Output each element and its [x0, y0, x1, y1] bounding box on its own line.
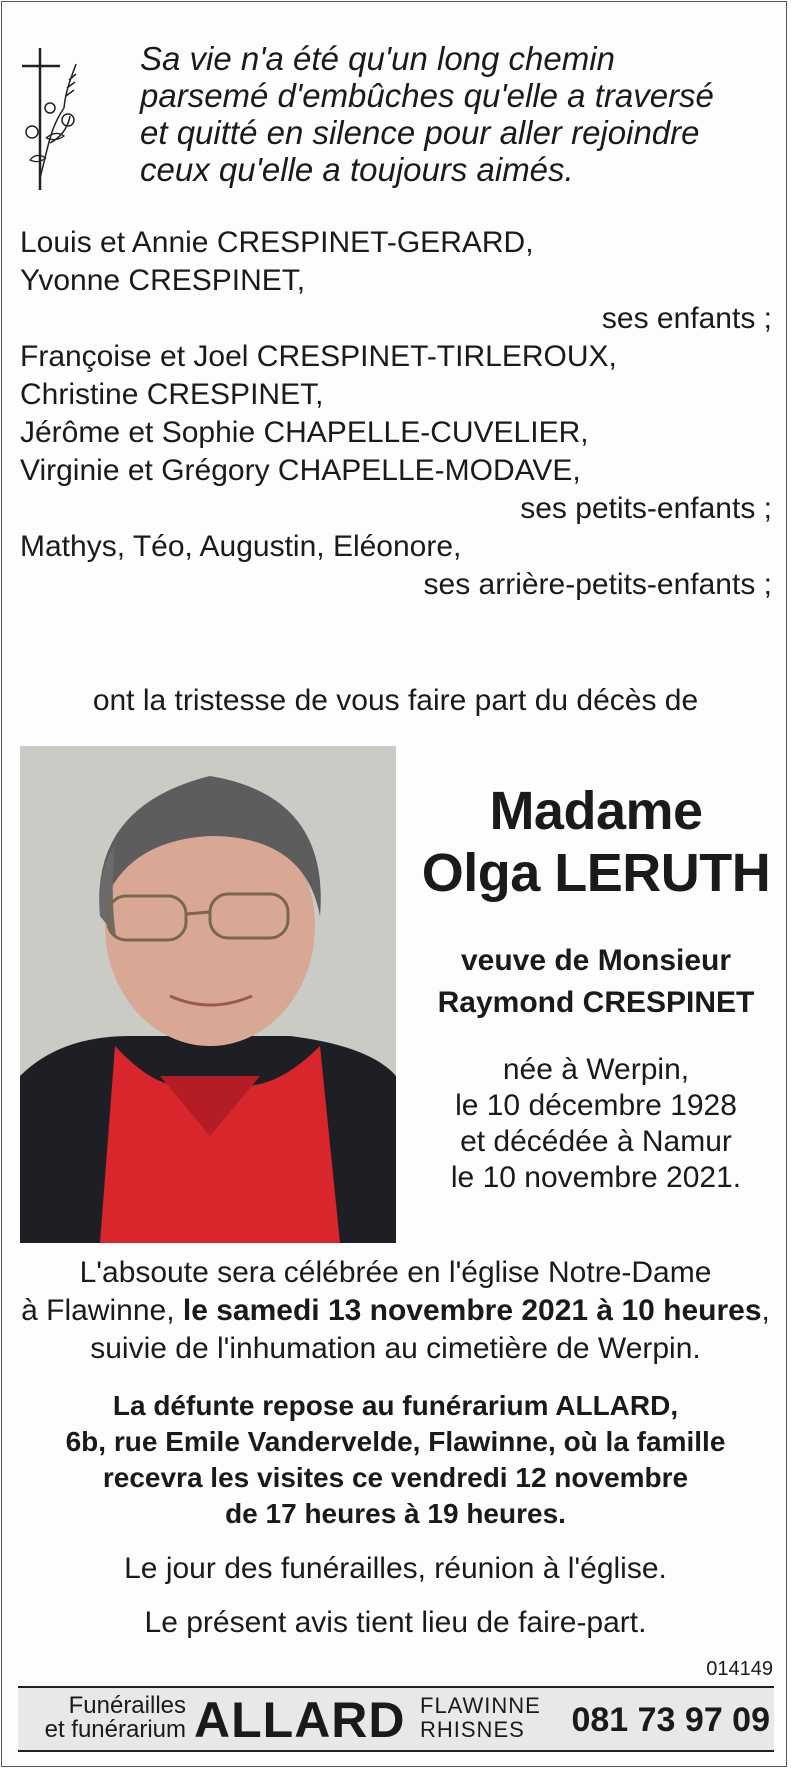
reference-code: 014149 — [706, 1658, 773, 1680]
grandchild-name: Virginie et Grégory CHAPELLE-MODAVE, — [20, 454, 581, 487]
epigraph-line: et quitté en silence pour aller rejoindre — [140, 114, 700, 151]
deceased-block — [405, 780, 787, 1196]
epigraph-line: parsemé d'embûches qu'elle a traversé — [140, 77, 714, 114]
notice-note: Le présent avis tient lieu de faire-part. — [144, 1606, 647, 1639]
banner-subtitle: et funérarium — [44, 1716, 186, 1743]
epigraph — [140, 40, 780, 188]
date-line: et décédée à Namur — [460, 1125, 732, 1158]
child-name: Yvonne CRESPINET, — [20, 264, 306, 297]
repose-info — [0, 1388, 791, 1532]
great-grandchildren-names: Mathys, Téo, Augustin, Eléonore, — [20, 530, 462, 563]
banner-location: RHISNES — [420, 1717, 525, 1742]
portrait-photo — [20, 746, 396, 1243]
widow-of — [405, 940, 787, 1024]
family-list — [20, 224, 772, 604]
repose-line: de 17 heures à 19 heures. — [225, 1498, 566, 1529]
repose-line: La défunte repose au funérarium ALLARD, — [112, 1390, 679, 1421]
meeting-note: Le jour des funérailles, réunion à l'église. — [124, 1552, 667, 1585]
banner-phone: 081 73 97 09 — [571, 1701, 770, 1739]
repose-line: recevra les visites ce vendredi 12 novembre — [102, 1462, 689, 1493]
great-grandchildren-label: ses arrière-petits-enfants ; — [423, 568, 772, 601]
birth-death-dates — [405, 1052, 787, 1196]
date-line: le 10 décembre 1928 — [455, 1089, 737, 1122]
banner-brand: ALLARD — [194, 1692, 406, 1748]
ceremony-datetime: le samedi 13 novembre 2021 à 10 heures — [182, 1294, 762, 1327]
repose-line: 6b, rue Emile Vandervelde, Flawinne, où la famille — [65, 1426, 726, 1457]
grandchild-name: Jérôme et Sophie CHAPELLE-CUVELIER, — [20, 416, 589, 449]
deceased-title: Madame — [489, 781, 703, 841]
ceremony-info — [0, 1254, 791, 1368]
spouse-name: Raymond CRESPINET — [437, 986, 755, 1019]
grandchild-name: Françoise et Joel CRESPINET-TIRLEROUX, — [20, 340, 617, 373]
ceremony-line — [0, 1292, 791, 1330]
banner-location: FLAWINNE — [420, 1693, 541, 1718]
date-line: née à Werpin, — [502, 1053, 690, 1086]
ceremony-line: suivie de l'inhumation au cimetière de Werpin. — [90, 1332, 701, 1365]
epigraph-line: Sa vie n'a été qu'un long chemin — [140, 40, 615, 77]
grandchild-name: Christine CRESPINET, — [20, 378, 324, 411]
ceremony-punct: , — [761, 1294, 770, 1327]
cross-with-flowers-icon — [20, 48, 80, 190]
grandchildren-label: ses petits-enfants ; — [520, 492, 772, 525]
children-label: ses enfants ; — [601, 302, 772, 335]
ceremony-line: L'absoute sera célébrée en l'église Notre-Dame — [79, 1256, 712, 1289]
epigraph-line: ceux qu'elle a toujours aimés. — [140, 151, 574, 188]
banner-subtitle: Funérailles — [68, 1692, 186, 1719]
widow-line: veuve de Monsieur — [460, 944, 732, 977]
date-line: le 10 novembre 2021. — [450, 1161, 742, 1194]
child-name: Louis et Annie CRESPINET-GERARD, — [20, 226, 534, 259]
deceased-name: Olga LERUTH — [421, 843, 771, 903]
funeral-home-banner — [18, 1686, 774, 1752]
announcement: ont la tristesse de vous faire part du décès de — [92, 684, 699, 717]
ceremony-place: à Flawinne, — [21, 1294, 183, 1327]
